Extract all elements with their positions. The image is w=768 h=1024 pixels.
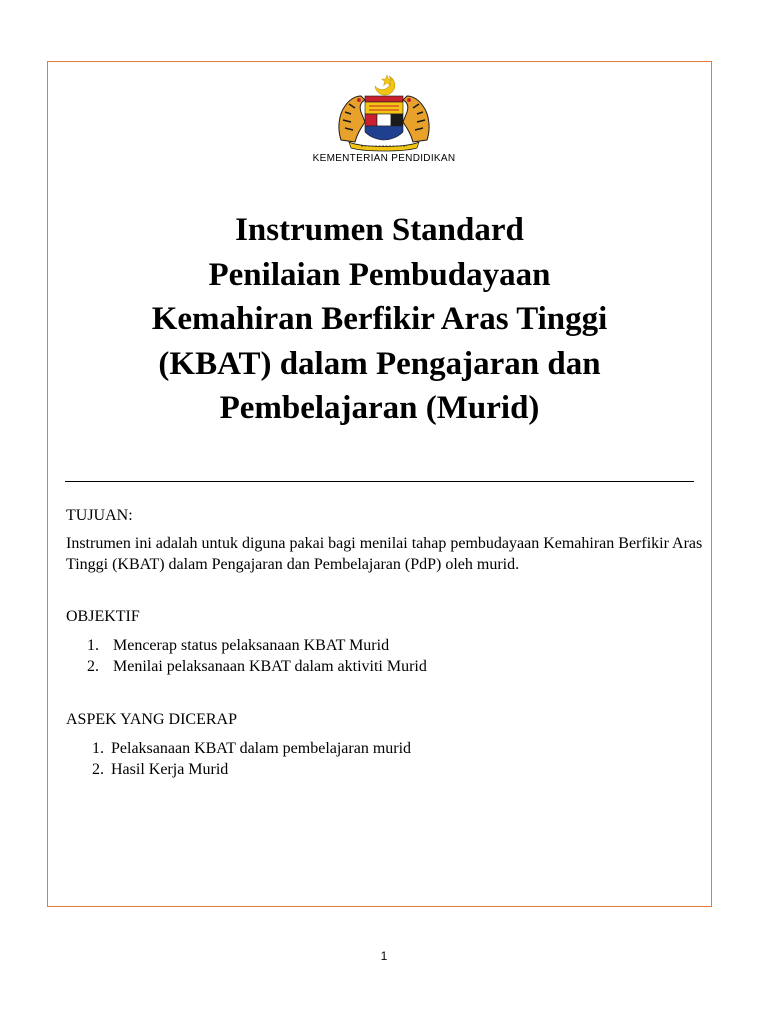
coat-of-arms-icon (331, 72, 437, 152)
list-item (92, 759, 706, 780)
objektif-list (66, 635, 706, 677)
tujuan-text: Instrumen ini adalah untuk diguna pakai bagi menilai tahap pembudayaan Kemahiran Berfikir Aras Tinggi (KBAT) dalam Pengajaran dan Pembelajaran (PdP) oleh murid. (66, 535, 703, 573)
list-text: Pelaksanaan KBAT dalam pembelajaran murid (111, 740, 412, 757)
list-number: 1. (92, 740, 104, 757)
title-line: Kemahiran Berfikir Aras Tinggi (151, 301, 608, 337)
list-text: Mencerap status pelaksanaan KBAT Murid (113, 637, 390, 654)
list-number: 1. (87, 637, 99, 654)
ministry-name: KEMENTERIAN PENDIDIKAN (312, 153, 456, 164)
document-title (47, 208, 712, 431)
document-body (66, 505, 706, 780)
divider (65, 481, 694, 482)
list-item (87, 635, 706, 656)
list-number: 2. (87, 658, 99, 675)
list-item (92, 738, 706, 759)
page-border (47, 61, 712, 907)
page-number: 1 (380, 949, 388, 963)
title-line: Instrumen Standard (235, 212, 524, 248)
aspek-heading: ASPEK YANG DICERAP (66, 711, 237, 728)
title-line: Penilaian Pembudayaan (208, 256, 551, 293)
list-text: Menilai pelaksanaan KBAT dalam aktiviti Murid (113, 658, 427, 675)
list-text: Hasil Kerja Murid (111, 761, 229, 778)
list-item (87, 656, 706, 677)
title-line: (KBAT) dalam Pengajaran dan (158, 345, 601, 382)
title-line: Pembelajaran (Murid) (219, 390, 540, 426)
list-number: 2. (92, 761, 104, 778)
objektif-heading: OBJEKTIF (66, 608, 140, 625)
tujuan-heading: TUJUAN: (66, 507, 133, 524)
aspek-list (66, 738, 706, 780)
